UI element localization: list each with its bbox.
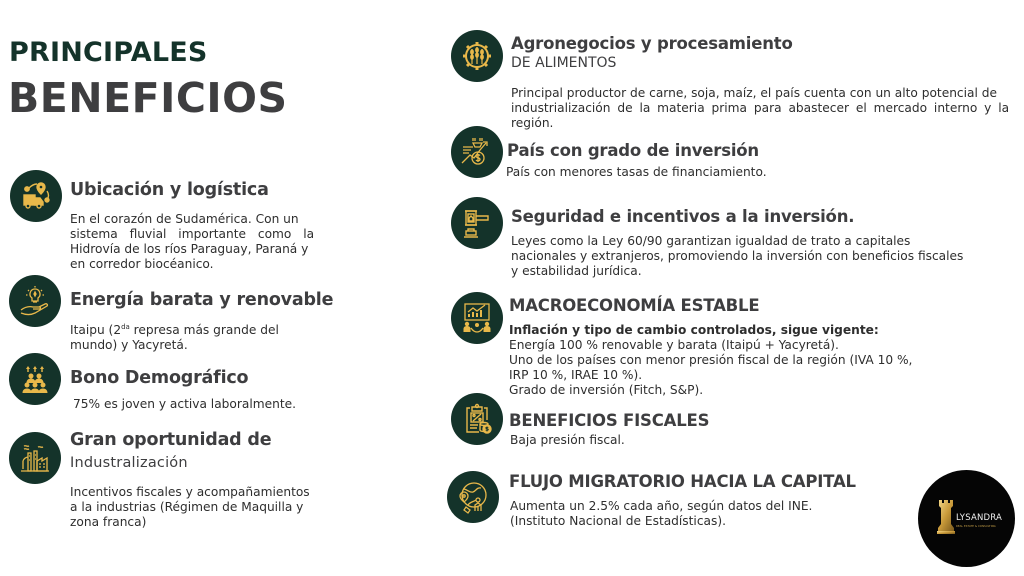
lysandra-logo (918, 470, 1015, 567)
factory-icon (9, 432, 61, 484)
lightbulb-hand-icon (9, 275, 61, 327)
item-subtitle-industria: Industralización (70, 455, 188, 471)
title-principales: PRINCIPALES (9, 37, 208, 68)
item-title-industria: Gran oportunidad de (70, 430, 272, 450)
item-text-agronegocios (511, 86, 1021, 131)
people-group-icon (9, 353, 61, 405)
title-beneficios: BENEFICIOS (8, 74, 288, 122)
item-text-grado-inversion: País con menores tasas de financiamiento. (506, 165, 767, 179)
text-line: y estabilidad jurídica. (511, 264, 642, 278)
item-title-beneficios-fiscales: BENEFICIOS FISCALES (509, 411, 710, 430)
item-text-industria (70, 485, 330, 530)
investment-growth-money-bag-icon (451, 126, 503, 178)
text-sup: da (121, 323, 130, 331)
item-title-grado-inversion: País con grado de inversión (507, 141, 759, 160)
tax-clipboard-percent-icon (451, 393, 503, 445)
item-title-energia: Energía barata y renovable (70, 290, 334, 310)
presentation-chart-icon (451, 292, 503, 344)
item-title-ubicacion: Ubicación y logística (70, 180, 269, 200)
text-line: IRP 10 %, IRAE 10 %). (509, 368, 643, 382)
chess-rook-icon (937, 500, 955, 534)
text-line: en corredor biocéanico. (70, 257, 214, 271)
text-pre: Itaipu (2 (70, 323, 122, 338)
text-line: Hidrovía de los ríos Paraguay, Paraná y (70, 242, 309, 256)
text-line: En el corazón de Sudamérica. Con un (70, 212, 299, 226)
gavel-law-icon (451, 197, 503, 249)
item-text-beneficios-fiscales: Baja presión fiscal. (510, 433, 625, 447)
migration-globe-person-icon (447, 471, 499, 523)
item-text-energia (70, 320, 330, 353)
text-line: sistema fluvial importante como la (70, 227, 315, 241)
text-line: Incentivos fiscales y acompañamientos (70, 485, 310, 499)
item-text-flujo-migratorio (510, 499, 910, 529)
text-line: (Instituto Nacional de Estadísticas). (510, 514, 726, 528)
text-line: región. (511, 116, 554, 130)
text-line: Principal productor de carne, soja, maíz, el país cuenta con un alto potencial de (511, 86, 997, 100)
text-line: Grado de inversión (Fitch, S&P). (509, 383, 704, 397)
item-text-seguridad (511, 234, 991, 279)
item-text-macroeconomia (509, 323, 989, 398)
text-line: industrialización de la materia prima para abastecer el mercado interno y la (511, 101, 1010, 115)
item-text-ubicacion (70, 212, 316, 272)
logo-brand-name: LYSANDRA (956, 513, 1003, 523)
text-post: represa más grande del (129, 323, 279, 338)
logistics-truck-location-icon (10, 170, 62, 222)
item-title-bono: Bono Demográfico (70, 368, 249, 388)
text-line: mundo) y Yacyretá. (70, 338, 188, 353)
item-title-seguridad: Seguridad e incentivos a la inversión. (511, 207, 855, 226)
text-line: Leyes como la Ley 60/90 garantizan igualdad de trato a capitales (511, 234, 911, 248)
wheat-gear-icon (451, 30, 503, 82)
text-line: Uno de los países con menor presión fiscal de la región (IVA 10 %, (509, 353, 913, 367)
text-bold-line: Inflación y tipo de cambio controlados, sigue vigente: (509, 323, 879, 337)
item-subtitle-agronegocios: DE ALIMENTOS (511, 55, 617, 71)
text-line: Energía 100 % renovable y barata (Itaipú + Yacyretá). (509, 338, 839, 352)
item-title-agronegocios: Agronegocios y procesamiento (511, 34, 793, 53)
item-text-bono: 75% es joven y activa laboralmente. (73, 397, 296, 411)
item-title-flujo-migratorio: FLUJO MIGRATORIO HACIA LA CAPITAL (509, 472, 856, 491)
logo-tagline: REAL ESTATE & CONSULTING (956, 525, 996, 528)
text-line: nacionales y extranjeros, promoviendo la inversión con beneficios fiscales (511, 249, 964, 263)
item-title-macroeconomia: MACROECONOMÍA ESTABLE (509, 296, 760, 315)
text-line: a la industrias (Régimen de Maquilla y (70, 500, 304, 514)
text-line: Aumenta un 2.5% cada año, según datos del INE. (510, 499, 813, 513)
text-line: zona franca) (70, 515, 147, 529)
